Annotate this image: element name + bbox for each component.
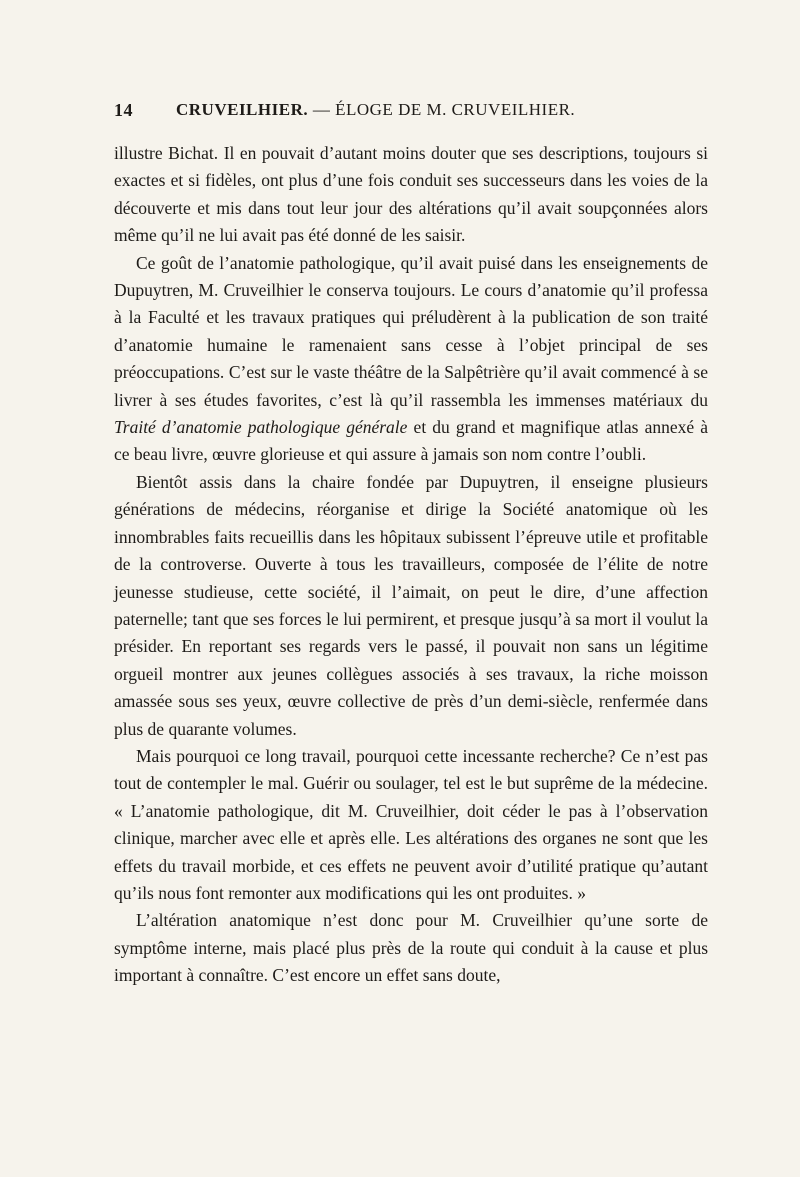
paragraph-3: Bientôt assis dans la chaire fondée par Dupuytren, il enseigne plusieurs générations de médecins, réorganise et dirige la Société anatomique où les innombrables faits recueillis dans les hôpitaux subissent l’épreuve utile et profitable de la controverse. Ouverte à tous les travailleurs, composée de l’élite de notre jeunesse studieuse, cette société, il l’aimait, on peut le dire, d’une affection paternelle; tant que ses forces le lui permirent, et presque jusqu’à sa mort il voulut la présider. En reportant ses regards vers le passé, il pouvait non sans un légitime orgueil montrer aux jeunes collègues associés à ses travaux, la riche moisson amassée sous ses yeux, œuvre collective de près d’un demi-siècle, renfermée dans plus de quarante volumes.	[114, 471, 708, 739]
paragraph-4: Mais pourquoi ce long travail, pourquoi cette incessante recherche? Ce n’est pas tout de contempler le mal. Guérir ou soulager, tel est le but suprême de la médecine. « L’anatomie pathologique, dit M. Cruveilhier, doit céder le pas à l’observation clinique, marcher avec elle et après elle. Les altérations des organes ne sont que les effets du travail morbide, et ces effets ne peuvent avoir d’utilité pratique qu’autant qu’ils nous font remonter aux modifications qui les ont produites. »	[114, 745, 708, 903]
paragraph-5: L’altération anatomique n’est donc pour M. Cruveilhier qu’une sorte de symptôme interne, mais placé plus près de la route qui conduit à la cause et plus important à connaître. C’est encore un effet sans doute,	[114, 910, 708, 986]
running-title-text: ÉLOGE DE M. CRUVEILHIER.	[335, 100, 576, 119]
running-author: CRUVEILHIER.	[176, 100, 309, 119]
running-header	[114, 100, 714, 128]
paragraph-1: illustre Bichat. Il en pouvait d’autant moins douter que ses descriptions, toujours si exactes et si fidèles, ont plus d’une fois conduit ses successeurs dans les voies de la découverte et mis dans tout leur jour des altérations qu’il avait soupçonnées alors même qu’il ne lui avait pas été donné de les saisir.	[114, 143, 708, 246]
book-title-italic: Traité d’anatomie pathologique générale	[114, 417, 408, 438]
running-separator: —	[308, 100, 336, 119]
paragraph-2-text-before: Ce goût de l’anatomie pathologique, qu’il avait puisé dans les enseignements de Dupuytren, M. Cruveilhier le conserva toujours. Le cours d’anatomie qu’il professa à la Faculté et les travaux pratiques qui préludèrent à la publication de son traité d’anatomie humaine le ramenaient sans cesse à l’objet principal de ses préoccupations. C’est sur le vaste théâtre de la Salpêtrière qu’il avait commencé à se livrer à ses études favorites, c’est là qu’il rassembla les immenses matériaux du	[114, 252, 708, 410]
page-number: 14	[114, 100, 133, 120]
paragraph-2-text-after: et du grand et magnifique atlas annexé à ce beau livre, œuvre glorieuse et qui assure à jamais son nom contre l’oubli.	[114, 417, 708, 465]
paragraph-2	[114, 250, 708, 469]
body-text	[114, 140, 708, 990]
running-title	[176, 100, 575, 120]
